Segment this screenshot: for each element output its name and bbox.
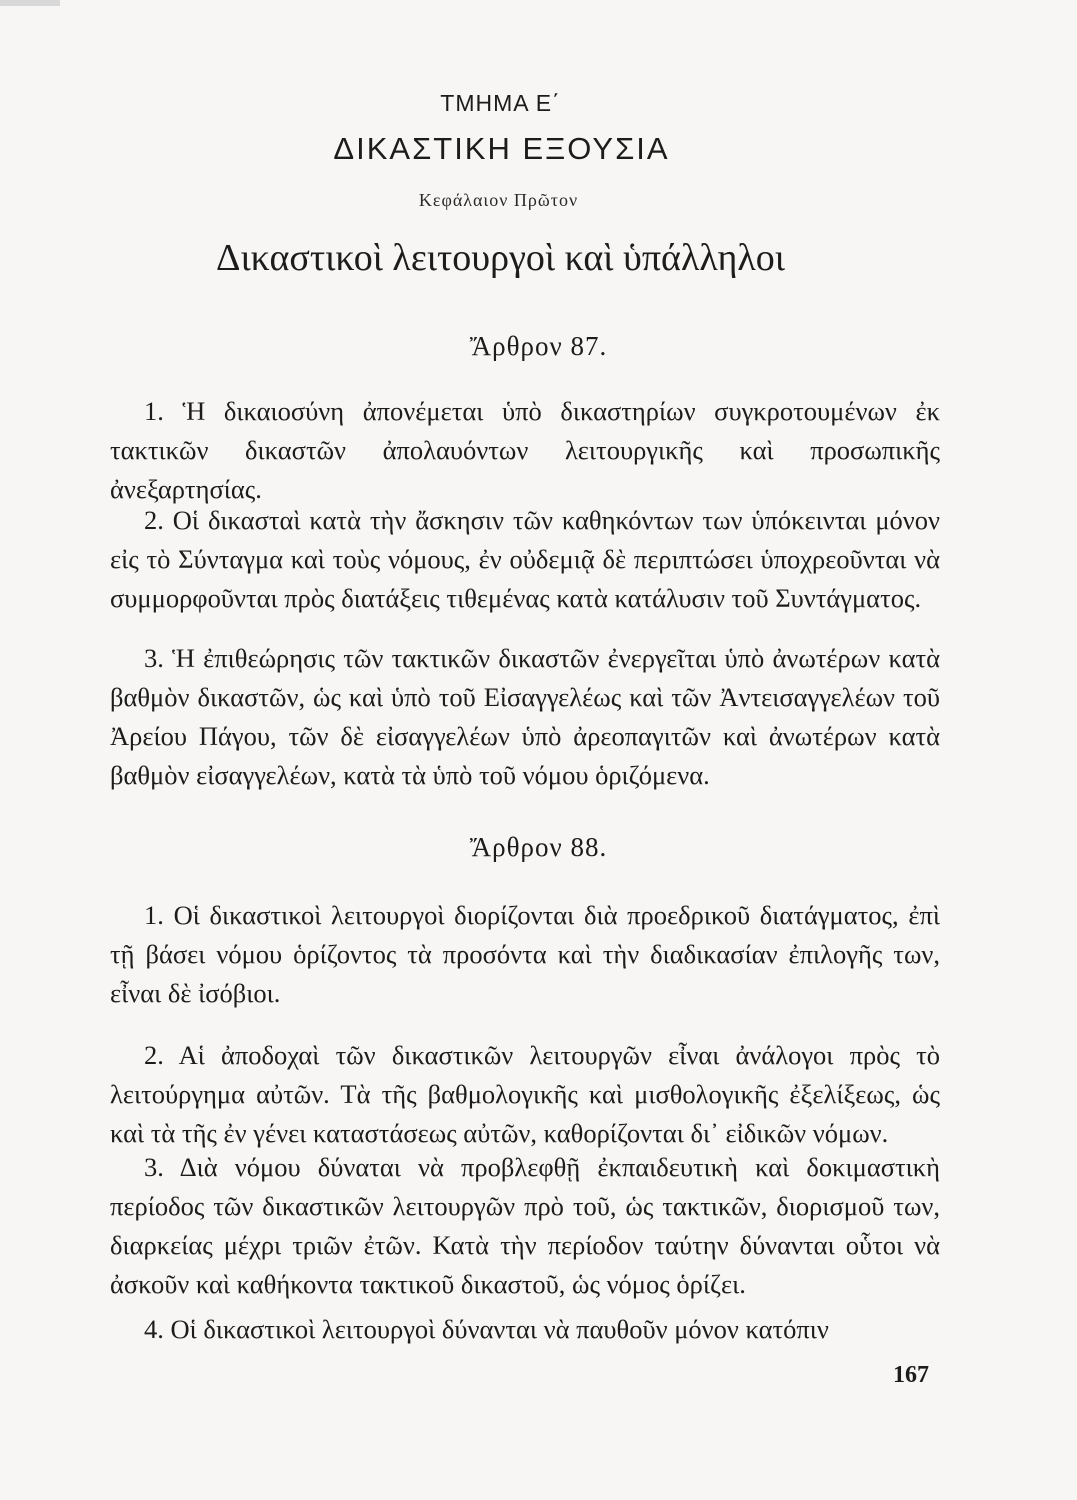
article-88-paragraph-3: 3. Διὰ νόμου δύναται νὰ προβλεφθῇ ἐκπαιδευτικὴ καὶ δοκιμαστικὴ περίοδος τῶν δικαστικῶν λειτουργῶν πρὸ τοῦ, ὡς τακτικῶν, διορισμοῦ των, διαρκείας μέχρι τριῶν ἐτῶν. Κατὰ τὴν περίοδον ταύτην δύνανται οὗτοι νὰ ἀσκοῦν καὶ καθήκοντα τακτικοῦ δικαστοῦ, ὡς νόμος ὁρίζει.	[110, 1152, 940, 1299]
article-88-heading: Ἄρθρον 88.	[469, 832, 608, 862]
article-87-paragraph-2: 2. Οἱ δικασταὶ κατὰ τὴν ἄσκησιν τῶν καθηκόντων των ὑπόκεινται μόνον εἰς τὸ Σύνταγμα καὶ τοὺς νόμους, ἐν οὐδεμιᾷ δὲ περιπτώσει ὑποχρεοῦνται νὰ συμμορφοῦνται πρὸς διατάξεις τιθεμένας κατὰ κατάλυσιν τοῦ Συντάγματος.	[110, 505, 940, 613]
article-87-paragraph-3: 3. Ἡ ἐπιθεώρησις τῶν τακτικῶν δικαστῶν ἐνεργεῖται ὑπὸ ἀνωτέρων κατὰ βαθμὸν δικαστῶν, ὡς καὶ ὑπὸ τοῦ Εἰσαγγελέως καὶ τῶν Ἀντεισαγγελέων τοῦ Ἀρείου Πάγου, τῶν δὲ εἰσαγγελέων ὑπὸ ἀρεοπαγιτῶν καὶ ἀνωτέρων κατὰ βαθμὸν εἰσαγγελέων, κατὰ τὰ ὑπὸ τοῦ νόμου ὁριζόμενα.	[110, 643, 940, 790]
page-number: 167	[893, 1362, 929, 1388]
article-88-paragraph-1: 1. Οἱ δικαστικοὶ λειτουργοὶ διορίζονται διὰ προεδρικοῦ διατάγματος, ἐπὶ τῇ βάσει νόμου ὁρίζοντος τὰ προσόντα καὶ τὴν διαδικασίαν ἐπιλογῆς των, εἶναι δὲ ἰσόβιοι.	[110, 900, 940, 1008]
article-88-paragraph-4: 4. Οἱ δικαστικοὶ λειτουργοὶ δύνανται νὰ παυθοῦν μόνον κατόπιν	[144, 1314, 829, 1344]
article-87-paragraph-1: 1. Ἡ δικαιοσύνη ἀπονέμεται ὑπὸ δικαστηρίων συγκροτουμένων ἐκ τακτικῶν δικαστῶν ἀπολαυόντων λειτουργικῆς καὶ προσωπικῆς ἀνεξαρτησίας.	[110, 396, 940, 504]
article-88-paragraph-2: 2. Αἱ ἀποδοχαὶ τῶν δικαστικῶν λειτουργῶν εἶναι ἀνάλογοι πρὸς τὸ λειτούργημα αὐτῶν. Τὰ τῆς βαθμολογικῆς καὶ μισθολογικῆς ἐξελίξεως, ὡς καὶ τὰ τῆς ἐν γένει καταστάσεως αὐτῶν, καθορίζονται δι᾿ εἰδικῶν νόμων.	[110, 1040, 940, 1148]
section-label: ΤΜΗΜΑ Ε΄	[440, 90, 561, 116]
scan-edge-mark	[0, 0, 60, 6]
part-title: ΔΙΚΑΣΤΙΚΗ ΕΞΟΥΣΙΑ	[333, 131, 670, 166]
chapter-label: Κεφάλαιον Πρῶτον	[418, 190, 579, 210]
article-87-heading: Ἄρθρον 87.	[469, 331, 608, 361]
chapter-title: Δικαστικοὶ λειτουργοὶ καὶ ὑπάλληλοι	[216, 237, 785, 279]
